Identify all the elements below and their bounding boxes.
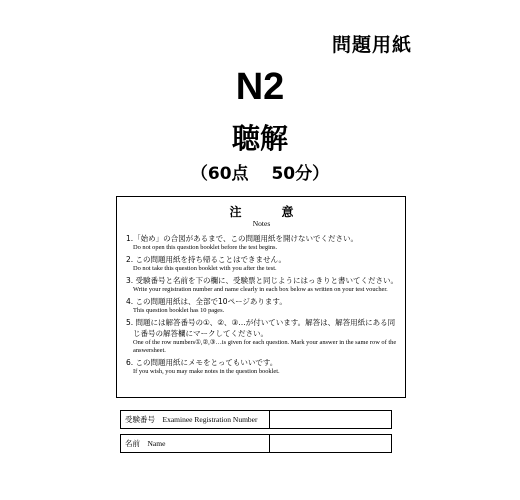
note-item [126, 296, 397, 315]
notes-title: 注 意 [229, 205, 308, 219]
note-text-ja: 3. 受験番号と名前を下の欄に、受験票と同じようにはっきりと書いてください。 [126, 276, 399, 285]
note-item [126, 233, 397, 252]
name-label: 名前 Name [121, 435, 270, 453]
note-item [126, 357, 397, 376]
registration-number-field[interactable] [270, 411, 392, 429]
note-text-ja: 2. この問題用紙を持ち帰ることはできません。 [126, 255, 286, 264]
note-text-en: This question booklet has 10 pages. [133, 307, 225, 314]
note-text-en: Do not open this question booklet before the test begins. [133, 244, 278, 251]
name-table [120, 434, 392, 453]
note-text-en: If you wish, you may make notes in the question booklet. [133, 368, 280, 375]
note-item [126, 254, 397, 273]
notes-list [126, 233, 397, 376]
note-text-ja: 1.「始め」の合図があるまで、この問題用紙を開けないでください。 [126, 234, 359, 243]
booklet-label: 問題用紙 [332, 34, 413, 56]
notes-box [116, 196, 406, 398]
exam-level: N2 [235, 66, 285, 108]
note-text-en: One of the row numbers①,②,③…is given for each question. Mark your answer in the same row of the answersheet. [133, 339, 397, 354]
registration-number-table [120, 410, 392, 429]
name-field[interactable] [270, 435, 392, 453]
note-item [126, 275, 397, 294]
note-text-ja: 6. この問題用紙にメモをとってもいいです。 [126, 358, 278, 367]
note-text-en: Write your registration number and name clearly in each box below as written on your test voucher. [133, 286, 388, 293]
note-text-en: Do not take this question booklet with you after the test. [133, 265, 277, 272]
notes-subtitle: Notes [252, 219, 271, 228]
score-time-info: （60点 50分） [190, 164, 330, 184]
registration-number-label: 受験番号 Examinee Registration Number [121, 411, 270, 429]
exam-section-title: 聴解 [231, 122, 288, 155]
note-text-ja: 5. 問題には解答番号の①、②、③…が付いています。解答は、解答用紙にある同 [126, 318, 396, 327]
note-text-ja: 4. この問題用紙は、全部で10ページあります。 [126, 297, 287, 306]
note-text-ja-continued: じ番号の解答欄にマークしてください。 [133, 329, 268, 338]
note-item [126, 317, 397, 355]
